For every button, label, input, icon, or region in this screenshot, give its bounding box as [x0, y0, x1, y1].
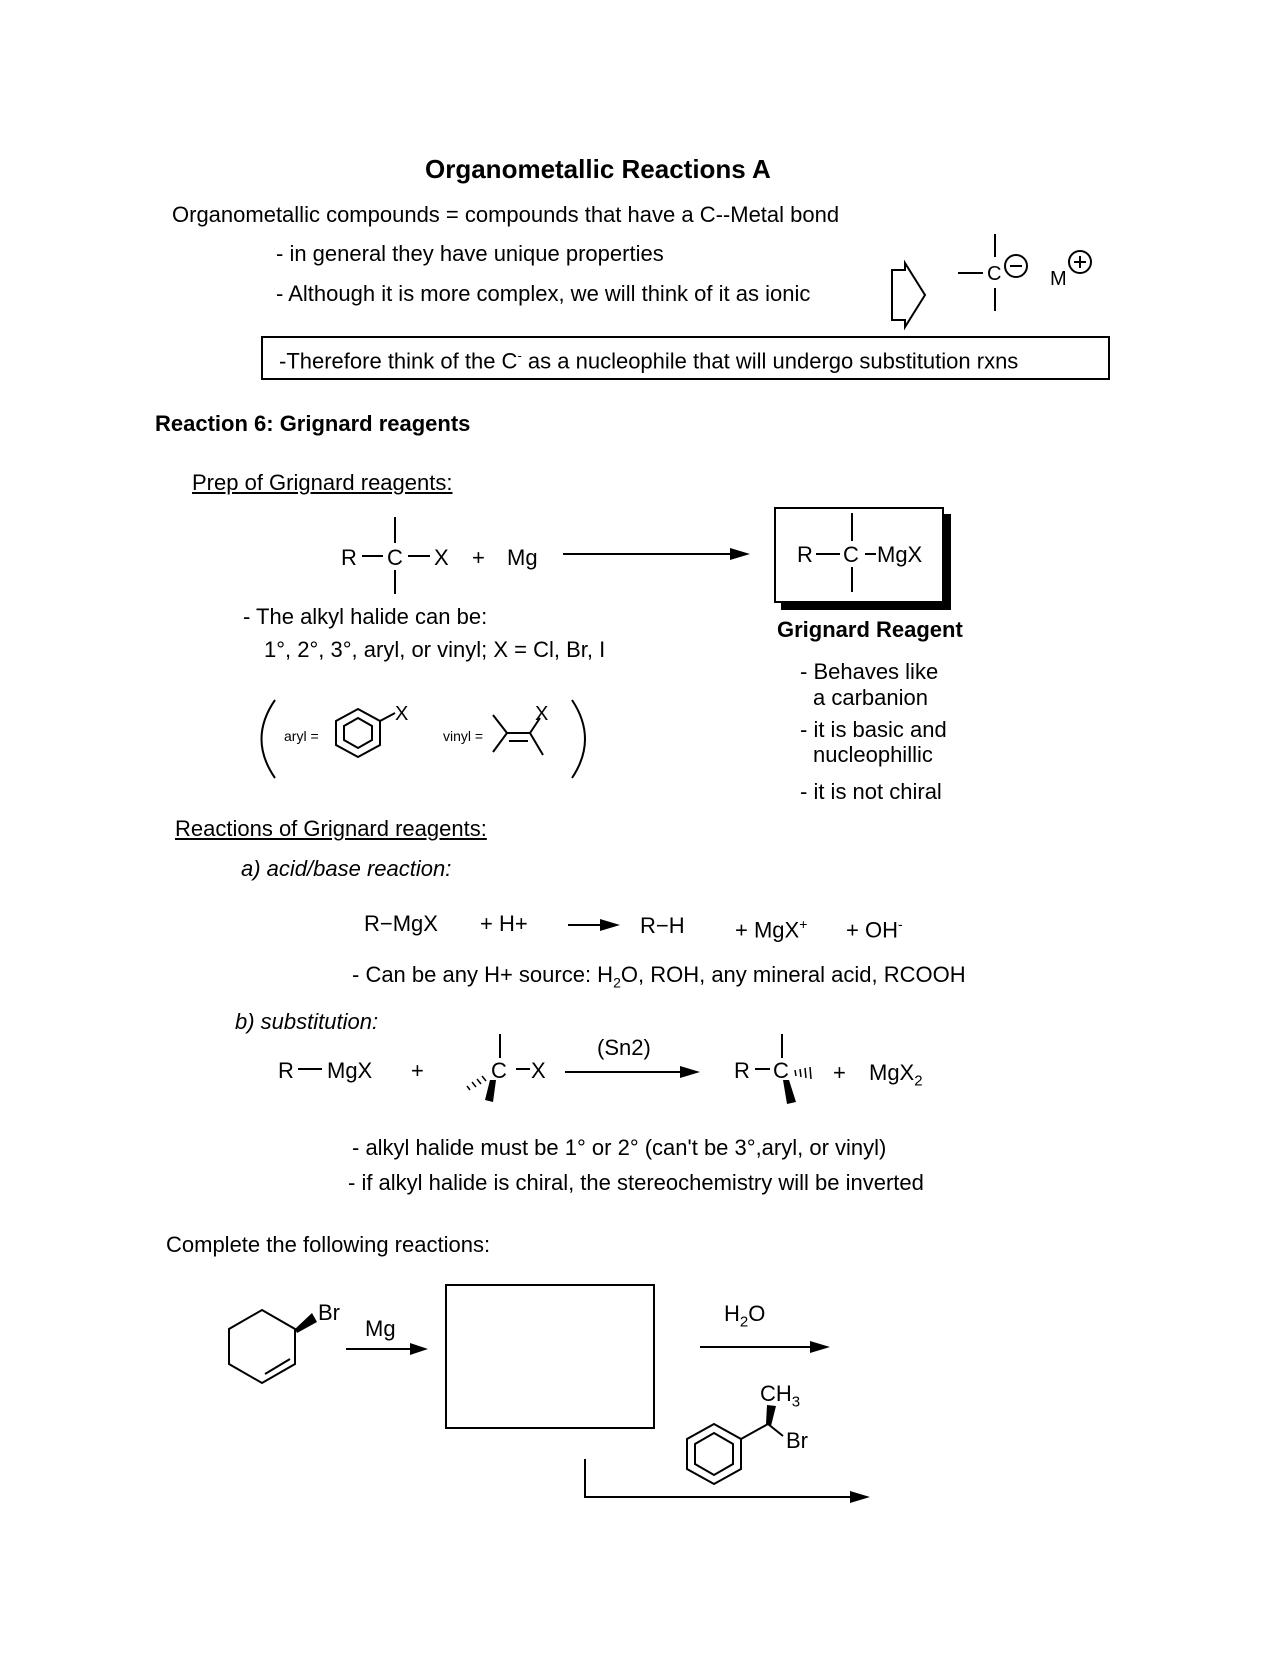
product-c: C	[843, 542, 859, 567]
definition-text: Organometallic compounds = compounds that have a C--Metal bond	[172, 202, 840, 227]
acid-base-plus-mgx: + MgX	[735, 917, 800, 943]
halide-line-2: 1°, 2°, 3°, aryl, or vinyl; X = Cl, Br, I	[264, 637, 606, 662]
sub-mgx2: MgX$_2$	[869, 1060, 923, 1090]
prep-mg: Mg	[507, 545, 538, 570]
acid-base-product: R−H	[640, 913, 685, 938]
exercise-water: $H_2O$	[724, 1301, 766, 1331]
sn2-condition: (Sn2)	[597, 1035, 651, 1060]
acid-base-plus-h: + H+	[480, 911, 528, 936]
vinyl-x: X	[535, 703, 549, 725]
sub-plus: +	[411, 1058, 424, 1083]
halide-line-1: - The alkyl halide can be:	[243, 604, 488, 629]
page-title: Organometallic Reactions A	[425, 154, 771, 184]
sub-product-c: C	[773, 1058, 789, 1083]
sub-reactant-mgx: MgX	[327, 1058, 373, 1083]
ionic-carbon: C	[987, 263, 1002, 285]
aryl-label: aryl =	[284, 728, 319, 744]
sub-halide-c: C	[491, 1058, 507, 1083]
acid-base-reactant: R−MgX	[364, 911, 438, 936]
property-2-line1: - it is basic and	[800, 717, 947, 742]
acid-base-label: a) acid/base reaction:	[241, 856, 452, 881]
sub-note-1: - alkyl halide must be 1° or 2° (can't be 3°,aryl, or vinyl)	[352, 1135, 887, 1160]
property-3-line1: - it is not chiral	[800, 779, 942, 804]
prep-c: C	[387, 545, 403, 570]
reactions-heading: Reactions of Grignard reagents:	[175, 816, 487, 841]
property-2-line2: nucleophillic	[813, 742, 933, 767]
grignard-reagent-label: Grignard Reagent	[777, 617, 963, 642]
property-1-line1: - Behaves like	[800, 659, 939, 684]
acid-base-plus-oh: + OH	[846, 917, 898, 943]
exercise-ch3: $CH_3$	[760, 1381, 801, 1411]
intro-point-2: - Although it is more complex, we will think of it as ionic	[276, 281, 811, 306]
sub-halide-x: X	[531, 1058, 546, 1083]
property-1-line2: a carbanion	[813, 685, 928, 710]
exercise-br-2: Br	[786, 1428, 808, 1453]
reaction6-heading: Reaction 6: Grignard reagents	[155, 411, 471, 436]
exercise-mg: Mg	[365, 1316, 396, 1341]
sub-product-r: R	[734, 1058, 750, 1083]
exercise-heading: Complete the following reactions:	[166, 1232, 491, 1257]
sub-note-2: - if alkyl halide is chiral, the stereochemistry will be inverted	[348, 1170, 924, 1195]
sub-reactant-r: R	[278, 1058, 294, 1083]
prep-heading: Prep of Grignard reagents:	[192, 470, 453, 495]
product-mgx: MgX	[877, 542, 923, 567]
substitution-label: b) substitution:	[235, 1009, 379, 1034]
answer-box	[446, 1285, 654, 1428]
sub-plus-2: +	[833, 1060, 846, 1085]
intro-point-1: - in general they have unique properties	[276, 241, 664, 266]
ionic-metal: M	[1050, 268, 1067, 290]
prep-r: R	[341, 545, 357, 570]
h-source-note: - Can be any H+ source: $H_2O$, ROH, any mineral acid, RCOOH	[352, 962, 966, 991]
exercise-br: Br	[318, 1300, 340, 1325]
vinyl-label: vinyl =	[443, 728, 484, 744]
boxed-note: -Therefore think of the C- as a nucleophile that will undergo substitution rxns	[261, 336, 1110, 380]
prep-plus: +	[472, 545, 485, 570]
prep-x: X	[434, 545, 449, 570]
product-r: R	[797, 542, 813, 567]
cyclohexene-ring	[229, 1310, 295, 1383]
aryl-x: X	[395, 703, 409, 725]
